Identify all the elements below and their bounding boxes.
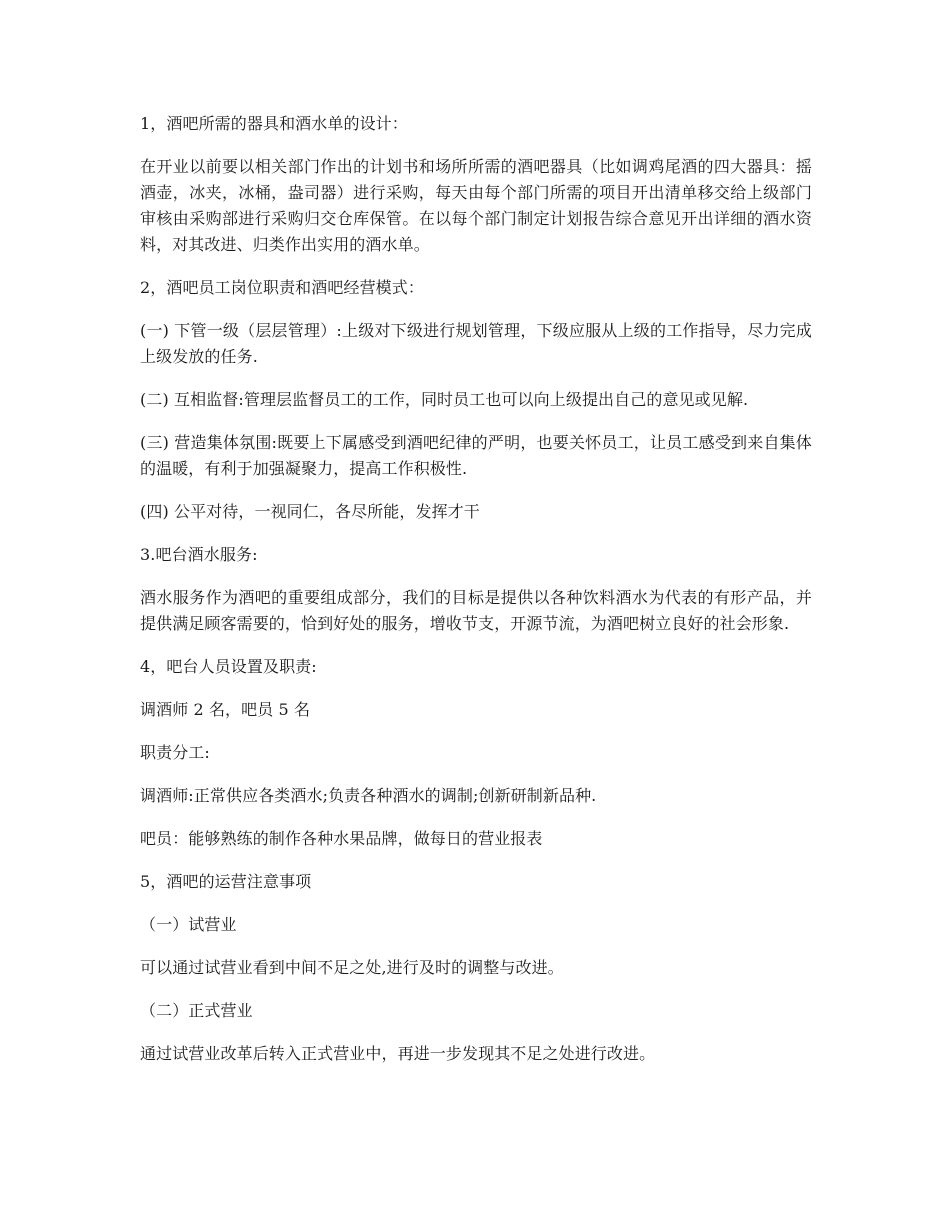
paragraph-management-3: (三) 营造集体氛围:既要上下属感受到酒吧纪律的严明，也要关怀员工，让员工感受到来自集体的温暖，有利于加强凝聚力，提高工作积极性. <box>140 433 812 478</box>
subheading-trial-operation: （一）试营业 <box>140 915 237 934</box>
paragraph-duties-label: 职责分工: <box>140 743 210 762</box>
section-heading-3: 3.吧台酒水服务: <box>140 545 258 564</box>
paragraph-bar-service: 酒水服务作为酒吧的重要组成部分，我们的目标是提供以各种饮料酒水为代表的有形产品，并提供满足顾客需要的，恰到好处的服务，增收节支，开源节流，为酒吧树立良好的社会形象. <box>140 588 812 633</box>
paragraph-management-2: (二) 互相监督:管理层监督员工的工作，同时员工也可以向上级提出自己的意见或见解. <box>140 390 749 409</box>
subheading-formal-operation: （二）正式营业 <box>140 1001 253 1020</box>
paragraph-barstaff-duties: 吧员：能够熟练的制作各种水果品牌，做每日的营业报表 <box>140 829 543 848</box>
section-heading-1: 1，酒吧所需的器具和酒水单的设计： <box>140 114 408 133</box>
section-heading-2: 2，酒吧员工岗位职责和酒吧经营模式： <box>140 278 424 297</box>
paragraph-bartender-duties: 调酒师:正常供应各类酒水;负责各种酒水的调制;创新研制新品种. <box>140 786 597 805</box>
paragraph-management-4: (四) 公平对待，一视同仁，各尽所能，发挥才干 <box>140 502 480 521</box>
document-page <box>140 111 812 1084</box>
paragraph-equipment-procurement: 在开业以前要以相关部门作出的计划书和场所所需的酒吧器具（比如调鸡尾酒的四大器具：摇酒壶，冰夹，冰桶，盎司器）进行采购，每天由每个部门所需的项目开出清单移交给上级部门审核由采购部进行采购归交仓库保管。在以每个部门制定计划报告综合意见开出详细的酒水资料，对其改进、归类作出实用的酒水单。 <box>140 157 812 254</box>
section-heading-5: 5，酒吧的运营注意事项 <box>140 872 312 891</box>
section-heading-4: 4，吧台人员设置及职责: <box>140 657 317 676</box>
paragraph-staffing: 调酒师 2 名，吧员 5 名 <box>140 700 311 719</box>
paragraph-formal-operation: 通过试营业改革后转入正式营业中，再进一步发现其不足之处进行改进。 <box>140 1044 656 1063</box>
paragraph-trial-operation: 可以通过试营业看到中间不足之处,进行及时的调整与改进。 <box>140 958 564 977</box>
paragraph-management-1: (一) 下管一级（层层管理）:上级对下级进行规划管理，下级应服从上级的工作指导，尽力完成上级发放的任务. <box>140 321 812 366</box>
